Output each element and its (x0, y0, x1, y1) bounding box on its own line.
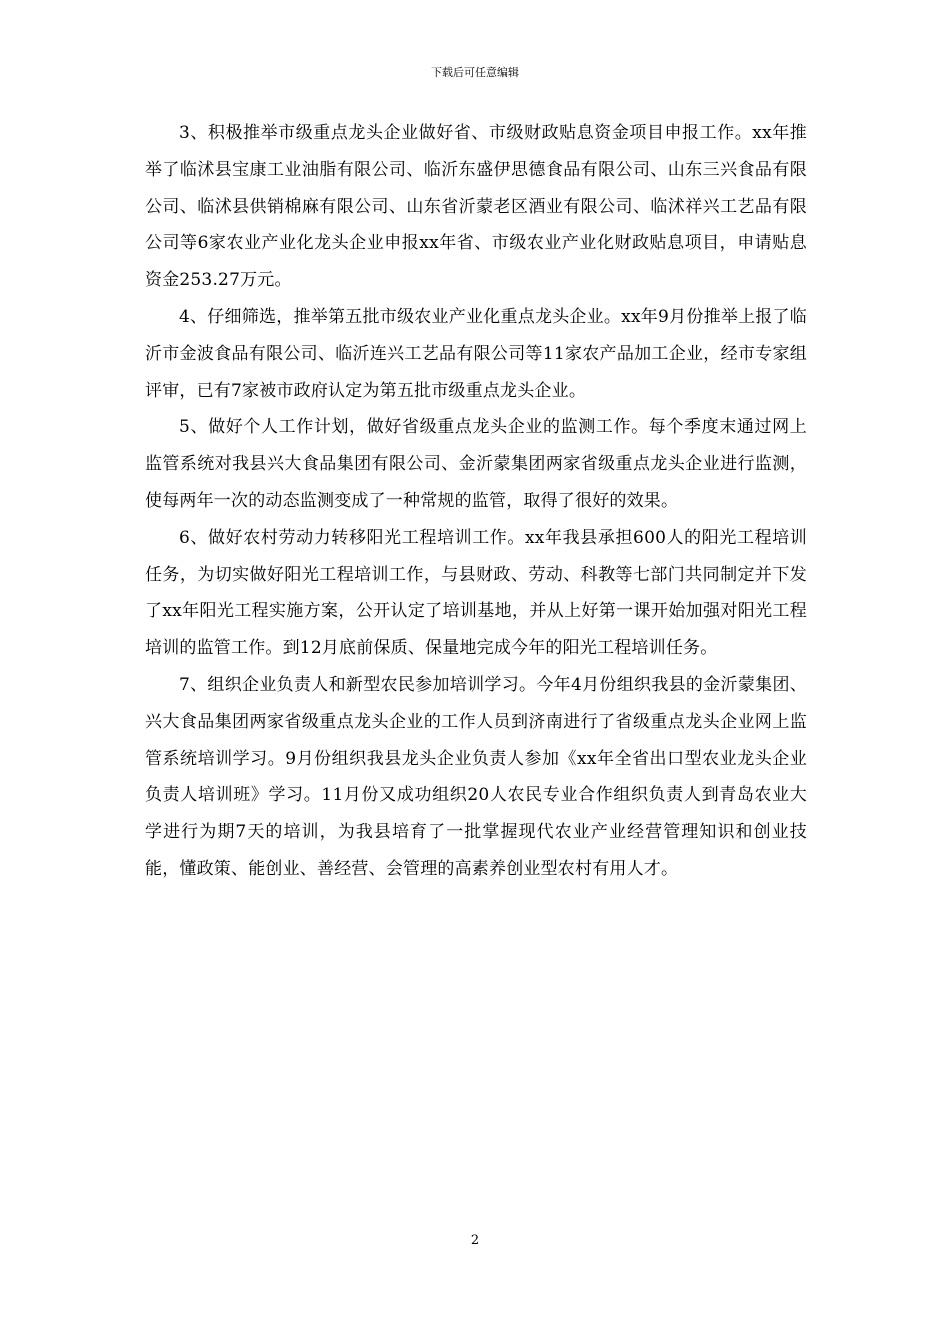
paragraph-item-6: 6、做好农村劳动力转移阳光工程培训工作。xx年我县承担600人的阳光工程培训任务，为切实做好阳光工程培训工作，与县财政、劳动、科教等七部门共同制定并下发了xx年阳光工程实施方案，公开认定了培训基地，并从上好第一课开始加强对阳光工程培训的监管工作。到12月底前保质、保量地完成今年的阳光工程培训任务。 (145, 527, 807, 659)
paragraph-item-4: 4、仔细筛选，推举第五批市级农业产业化重点龙头企业。xx年9月份推举上报了临沂市金波食品有限公司、临沂连兴工艺品有限公司等11家农产品加工企业，经市专家组评审，已有7家被市政府认定为第五批市级重点龙头企业。 (145, 306, 807, 401)
paragraph-item-3: 3、积极推举市级重点龙头企业做好省、市级财政贴息资金项目申报工作。xx年推举了临沭县宝康工业油脂有限公司、临沂东盛伊思德食品有限公司、山东三兴食品有限公司、临沭县供销棉麻有限公司、山东省沂蒙老区酒业有限公司、临沭祥兴工艺品有限公司等6家农业产业化龙头企业申报xx年省、市级农业产业化财政贴息项目，申请贴息资金253.27万元。 (145, 123, 807, 291)
page-number: 2 (470, 1233, 480, 1248)
paragraph-item-7: 7、组织企业负责人和新型农民参加培训学习。今年4月份组织我县的金沂蒙集团、兴大食品集团两家省级重点龙头企业的工作人员到济南进行了省级重点龙头企业网上监管系统培训学习。9月份组织我县龙头企业负责人参加《xx年全省出口型农业龙头企业负责人培训班》学习。11月份又成功组织20人农民专业合作组织负责人到青岛农业大学进行为期7天的培训，为我县培育了一批掌握现代农业产业经营管理知识和创业技能，懂政策、能创业、善经营、会管理的高素养创业型农村有用人才。 (145, 674, 807, 879)
document-body (145, 115, 807, 888)
paragraph-item-5: 5、做好个人工作计划，做好省级重点龙头企业的监测工作。每个季度末通过网上监管系统对我县兴大食品集团有限公司、金沂蒙集团两家省级重点龙头企业进行监测，使每两年一次的动态监测变成了一种常规的监管，取得了很好的效果。 (145, 417, 807, 511)
header-note: 下载后可任意编辑 (431, 66, 519, 79)
